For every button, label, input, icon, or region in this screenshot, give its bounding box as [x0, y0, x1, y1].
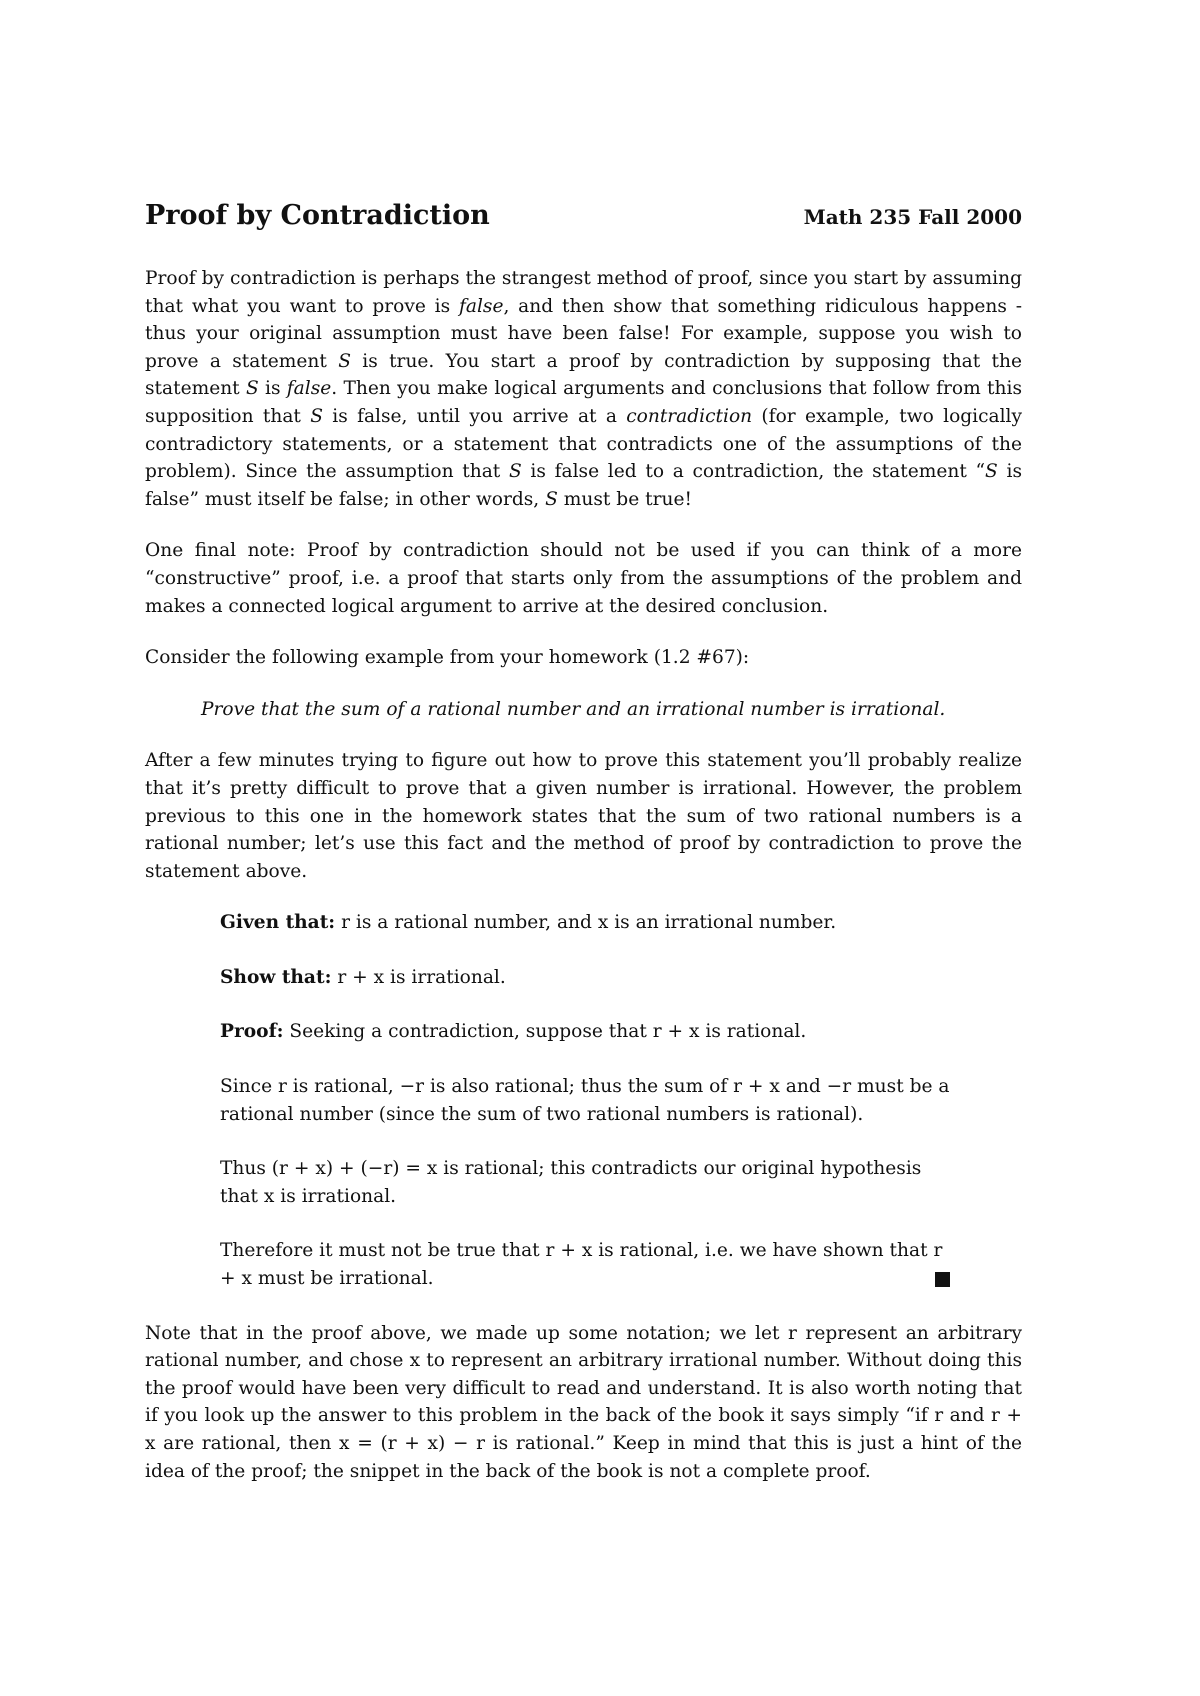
show-line — [220, 964, 950, 992]
math-symbol-s: S — [545, 488, 558, 510]
document-page — [145, 200, 1022, 1509]
text-run: is false led to a contradiction, the statement “ — [521, 461, 986, 483]
text-run: . Then you make logical arguments and conclusions that follow from this supposition that — [145, 378, 1022, 427]
text-run: Proof by contradiction is perhaps the strangest method of proof, since you start by assuming that what you want to prove is — [145, 268, 1022, 317]
proof-block — [220, 909, 950, 1292]
course-label: Math 235 Fall 2000 — [803, 205, 1022, 229]
text-run: (for example, two logically contradictory statements, or a statement that contradicts one of the assumptions of the problem). Since the assumption that — [145, 405, 1023, 483]
intro-paragraph — [145, 265, 1022, 513]
text-run: , and then show that something ridiculous happens - thus your original assumption must have been false! For example, suppose you wish to prove a statement — [145, 295, 1022, 372]
emphasis-false: false — [286, 378, 332, 400]
text-run: is false” must itself be false; in other words, — [145, 461, 1022, 510]
given-label: Given that: — [220, 912, 336, 934]
strategy-paragraph: After a few minutes trying to figure out how to prove this statement you’ll probably realize that it’s pretty difficult to prove that a given number is irrational. However, the problem previous to this one in the homework states that the sum of two rational numbers is a rational number; let’s use this fact and the method of proof by contradiction to prove the statement above. — [145, 750, 1022, 882]
text-run: is true. You start a proof by contradiction by supposing that the statement — [145, 350, 1022, 400]
notation-paragraph: Note that in the proof above, we made up some notation; we let r represent an arbitrary rational number, and chose x to represent an arbitrary irrational number. Without doing this the proof would have been very difficult to read and understand. It is also worth noting that if you look up the answer to this problem in the back of the book it says simply “if r and r + x are rational, then x = (r + x) − r is rational.” Keep in mind that this is just a hint of the idea of the proof; the snippet in the back of the book is not a complete proof. — [145, 1322, 1022, 1482]
proof-line — [220, 1018, 950, 1046]
text-run: is false, until you arrive at a — [322, 405, 627, 427]
qed-square-icon — [935, 1272, 950, 1287]
math-symbol-s: S — [985, 461, 998, 483]
show-label: Show that: — [220, 966, 332, 988]
example-intro-paragraph: Consider the following example from your homework (1.2 #67): — [145, 647, 750, 669]
text-run: must be true! — [557, 488, 692, 510]
proof-step-3 — [220, 1237, 950, 1292]
proof-step-2: Thus (r + x) + (−r) = x is rational; this contradicts our original hypothesis that x is irrational. — [220, 1158, 922, 1207]
math-symbol-s: S — [508, 461, 522, 483]
emphasis-contradiction: contradiction — [626, 405, 753, 427]
proof-label: Proof: — [220, 1021, 284, 1043]
math-symbol-s: S — [310, 405, 323, 427]
emphasis-false: false — [458, 295, 504, 317]
proof-step-3-text: Therefore it must not be true that r + x is rational, i.e. we have shown that r + x must be irrational. — [220, 1240, 943, 1290]
document-header — [145, 200, 1022, 231]
text-run: is — [258, 378, 287, 400]
math-symbol-s: S — [338, 350, 351, 372]
final-note-paragraph: One final note: Proof by contradiction should not be used if you can think of a more “constructive” proof, i.e. a proof that starts only from the assumptions of the problem and makes a connected logical argument to arrive at the desired conclusion. — [145, 540, 1022, 617]
claim-statement: Prove that the sum of a rational number and an irrational number is irrational. — [201, 698, 946, 720]
show-text: r + x is irrational. — [331, 966, 506, 988]
proof-text: Seeking a contradiction, suppose that r + x is rational. — [283, 1021, 807, 1043]
given-line — [220, 909, 950, 937]
given-text: r is a rational number, and x is an irrational number. — [335, 912, 837, 934]
proof-step-1: Since r is rational, −r is also rational; thus the sum of r + x and −r must be a rational number (since the sum of two rational numbers is rational). — [220, 1076, 950, 1125]
math-symbol-s: S — [245, 378, 259, 400]
page-title: Proof by Contradiction — [145, 200, 490, 231]
